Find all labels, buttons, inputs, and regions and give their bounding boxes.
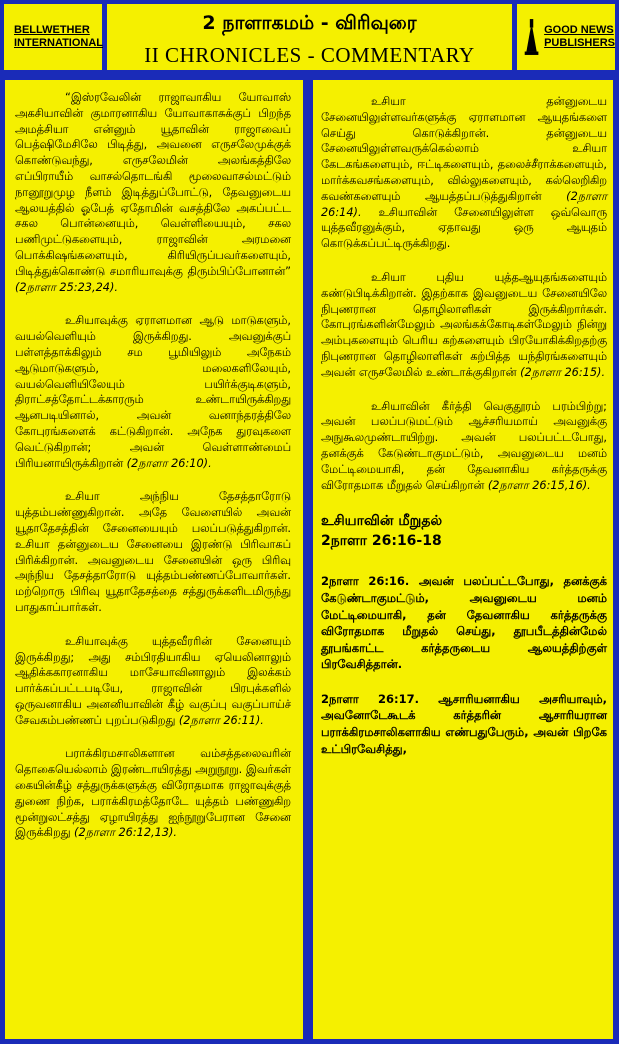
scripture-reference: (2நாளா 26:10).	[126, 456, 212, 470]
section-heading-reference: 2நாளா 26:16-18	[321, 533, 442, 550]
paragraph-text: உசியாவுக்கு யுத்தவீரரின் சேனையும் இருக்கிறது; அது சம்பிரதியாகிய ஏயெலினாலும் ஆதிக்ககாரனாகிய மாசேயாவினாலும் இலக்கம் பார்க்கப்பட்டபடியே, ராஜாவின் பிரபுக்களில் ஒருவனாகிய அனனியாவின் கீழ் வகுப்பு வகுப்பாய்ச் சேவகம்பண்ணப் புறப்படுகிறது	[15, 634, 291, 727]
good-news-logo	[517, 4, 615, 70]
paragraph-text: உசியா அந்நிய தேசத்தாரோடு யுத்தம்பண்ணுகிறான். அதே வேளையில் அவன் யூதாதேசத்தின் சேனையையும் பலப்படுத்துகிறான். உசியா தன்னுடைய சேனையை இரண்டு பிரிவாகப் பிரிக்கிறான். அவனுடைய சேனையின் ஒரு பிரிவு அந்நிய தேசத்தாரோடு யுத்தம்பண்ணப்போவார்கள். மற்றொரு பிரிவு யூதாதேசத்தை சத்துருக்களிடமிருந்து பாதுகாப்பார்கள்.	[15, 490, 291, 614]
scripture-reference: (2நாளா 26:15).	[520, 365, 606, 379]
paragraph	[15, 746, 291, 841]
left-logo-line2: INTERNATIONAL	[14, 37, 104, 49]
paragraph-text: உசியாவுக்கு ஏராளமான ஆடு மாடுகளும், வயல்வெளியும் இருக்கிறது. அவனுக்குப் பள்ளத்தாக்கிலும் சம பூமியிலும் அநேகம் ஆடுமாடுகளும், மலைகளிலேயும், வயல்வெளியிலேயும் பயிர்க்குடிகளும், திராட்சத்தோட்டக்காரரும் உண்டாயிருக்கிறது ஆனபடியினால், அவன் வனாந்தரத்திலே கோபுரங்களைக் கட்டுகிறான். அநேக துரவுகளை வெட்டுகிறான்; அவன் வெள்ளாண்மைப் பிரியனாயிருக்கிறான்	[15, 314, 291, 470]
scripture-reference: (2நாளா 26:12,13).	[74, 826, 177, 840]
right-logo-line1: GOOD NEWS	[544, 24, 614, 36]
scripture-reference: (2நாளா 26:14).	[321, 189, 607, 219]
paragraph	[15, 313, 291, 471]
paragraph	[321, 270, 607, 381]
section-heading	[321, 511, 607, 551]
left-logo-line1: BELLWETHER	[14, 24, 90, 36]
column-divider	[303, 72, 313, 1044]
right-logo-line2: PUBLISHERS	[544, 37, 615, 49]
title-tamil: 2 நாளாகமம் - விரிவுரை	[202, 12, 417, 34]
border-right	[613, 0, 619, 1044]
paragraph	[15, 634, 291, 729]
verse-paragraph: 2நாளா 26:16. அவன் பலப்பட்டபோது, தனக்குக் கேடுண்டாகுமட்டும், அவனுடைய மனம் மேட்டிமையாகி, தன் தேவனாகிய கர்த்தருக்கு விரோதமாக மீறுதல் செய்து, தூபபீடத்தின்மேல் தூபங்காட்ட கர்த்தருடைய ஆலயத்திற்குள் பிரவேசித்தான்.	[321, 574, 607, 672]
paragraph	[321, 399, 607, 494]
good-news-emblem-icon	[523, 14, 540, 60]
paragraph	[321, 94, 607, 252]
page-header	[107, 4, 512, 70]
paragraph	[15, 489, 291, 615]
paragraph	[15, 90, 291, 295]
paragraph-text: பராக்கிரமசாலிகளான வம்சத்தலைவரின் தொகையெல்லாம் இரண்டாயிரத்து அறுநூறு. இவர்கள் கையின்கீழ் சத்துருக்களுக்கு விரோதமாக ராஜாவுக்குத் துணை நிற்க, பராக்கிரமத்தோடே யுத்தம் பண்ணுகிற மூன்றுலட்சத்து ஏழாயிரத்து ஐந்நூறுபேரான சேனை இருக்கிறது	[15, 747, 291, 840]
bellwether-logo	[4, 4, 102, 70]
right-column	[313, 80, 613, 1039]
paragraph-tail: உசியாவின் சேனையிலுள்ள ஒவ்வொரு யுத்தவீரனுக்கும், ஏதாவது ஒரு ஆயுதம் கொடுக்கப்பட்டிருக்கிறது.	[321, 205, 608, 251]
section-heading-title: உசியாவின் மீறுதல்	[321, 513, 443, 530]
scripture-reference: (2நாளா 26:11).	[178, 713, 264, 727]
title-english: II CHRONICLES - COMMENTARY	[144, 43, 475, 67]
verse-paragraph: 2நாளா 26:17. ஆசாரியனாகிய அசரியாவும், அவனோடேகூடக் கர்த்தரின் ஆசாரியரான பராக்கிரமசாலிகளாகிய எண்பதுபேரும், அவன் பிறகே உட்பிரவேசித்து,	[321, 691, 607, 756]
paragraph-text: “இஸ்ரவேலின் ராஜாவாகிய யோவாஸ் அகசியாவின் குமாரனாகிய யோவாகாசுக்குப் பிறந்த அமத்சியா என்னும் யூதாவின் ராஜாவைப் பெத்ஷிமேசிலே பிடித்து, அவனை எருசலேமுக்குக் கொண்டுவந்து, எருசலேமின் அலங்கத்திலே எப்பிராயீம் வாசல்தொடங்கி மூலைவாசல்மட்டும் நானூறுமுழ நீளம் இடித்துப்போட்டு, தேவனுடைய ஆலயத்தில் ஓபேத் ஏதோமின் வசத்திலே அகப்பட்ட சகல பொன்னையும், வெள்ளியையும், சகல பணிமுட்டுகளையும், ராஜாவின் அரமனை பொக்கிஷங்களையும், கிரியிருப்பவர்களையும், பிடித்துக்கொண்டு சமாரியாவுக்கு திரும்பிப்போனான்”	[15, 91, 291, 278]
paragraph-text: உசியாவின் கீர்த்தி வெகுதூரம் பரம்பிற்று; அவன் பலப்படுமட்டும் ஆச்சரியமாய் அவனுக்கு அநுகூலமுண்டாயிற்று. அவன் பலப்பட்டபோது, தனக்குக் கேடுண்டாகுமட்டும், அவனுடைய மனம் மேட்டிமையாகி, தன் தேவனாகிய கர்த்தருக்கு விரோதமாக மீறுதல் செய்கிறான்	[321, 399, 607, 492]
scripture-reference: (2நாளா 25:23,24).	[15, 280, 118, 294]
paragraph-text: உசியா தன்னுடைய சேனையிலுள்ளவர்களுக்கு ஏராளமான ஆயுதங்களை செய்து கொடுக்கிறான். தன்னுடைய சேனையிலுள்ளவருக்கெல்லாம் உசியா கேடகங்களையும், ஈட்டிகளையும், தலைச்சீராக்களையும், மார்க்கவசங்களையும், வில்லுகளையும், கல்லெறிகிற கவண்களையும் ஆயத்தப்படுத்துகிறான்	[321, 95, 607, 203]
scripture-reference: (2நாளா 26:15,16).	[487, 478, 591, 492]
left-column	[5, 80, 303, 1039]
paragraph-text: உசியா புதிய யுத்தஆயுதங்களையும் கண்டுபிடிக்கிறான். இதற்காக இவனுடைய சேனையிலே நிபுணரான தொழிலாளிகள் இருக்கிறார்கள். கோபுரங்களின்மேலும் அலங்கக்கோடிகள்மேலும் நின்று அம்புகளையும் பெரிய கற்களையும் பிரயோகிக்கிறதற்கு நிபுணரான தொழிலாளிகள் கற்பித்த யந்திரங்களையும் அவன் எருசலேமில் உண்டாக்குகிறான்	[321, 270, 607, 379]
